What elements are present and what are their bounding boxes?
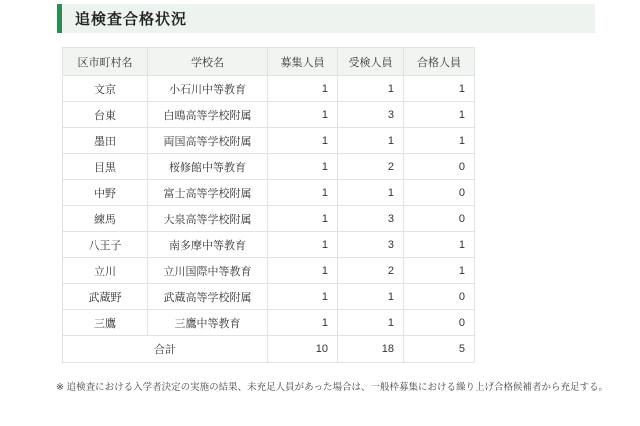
passed-cell: 0 xyxy=(404,310,475,336)
header-passed: 合格人員 xyxy=(404,48,475,76)
examined-cell: 3 xyxy=(338,102,404,128)
passed-cell: 0 xyxy=(404,180,475,206)
city-cell: 文京 xyxy=(63,76,148,102)
passed-cell: 1 xyxy=(404,128,475,154)
total-passed-cell: 5 xyxy=(404,336,475,363)
recruit-cell: 1 xyxy=(268,206,338,232)
school-cell: 立川国際中等教育 xyxy=(148,258,268,284)
recruit-cell: 1 xyxy=(268,258,338,284)
city-cell: 中野 xyxy=(63,180,148,206)
school-cell: 大泉高等学校附属 xyxy=(148,206,268,232)
city-cell: 武蔵野 xyxy=(63,284,148,310)
passed-cell: 1 xyxy=(404,258,475,284)
total-row xyxy=(63,336,475,363)
header-examined: 受検人員 xyxy=(338,48,404,76)
school-cell: 南多摩中等教育 xyxy=(148,232,268,258)
school-cell: 両国高等学校附属 xyxy=(148,128,268,154)
city-cell: 八王子 xyxy=(63,232,148,258)
total-recruit-cell: 10 xyxy=(268,336,338,363)
footnote: ※ 追検査における入学者決定の実施の結果、未充足人員があった場合は、一般枠募集における繰り上げ合格候補者から充足する。 xyxy=(56,382,609,393)
city-cell: 練馬 xyxy=(63,206,148,232)
examined-cell: 1 xyxy=(338,310,404,336)
total-label-cell: 合計 xyxy=(63,336,268,363)
table-row xyxy=(63,102,475,128)
school-cell: 桜修館中等教育 xyxy=(148,154,268,180)
header-recruit: 募集人員 xyxy=(268,48,338,76)
recruit-cell: 1 xyxy=(268,180,338,206)
table-row xyxy=(63,258,475,284)
school-cell: 武蔵高等学校附属 xyxy=(148,284,268,310)
school-cell: 富士高等学校附属 xyxy=(148,180,268,206)
passed-cell: 1 xyxy=(404,76,475,102)
city-cell: 立川 xyxy=(63,258,148,284)
table-row xyxy=(63,284,475,310)
school-cell: 白鴎高等学校附属 xyxy=(148,102,268,128)
examined-cell: 2 xyxy=(338,154,404,180)
table-row xyxy=(63,206,475,232)
results-table xyxy=(62,47,475,363)
examined-cell: 3 xyxy=(338,232,404,258)
recruit-cell: 1 xyxy=(268,310,338,336)
city-cell: 目黒 xyxy=(63,154,148,180)
passed-cell: 0 xyxy=(404,284,475,310)
results-table-container xyxy=(62,47,475,363)
examined-cell: 2 xyxy=(338,258,404,284)
header-city: 区市町村名 xyxy=(63,48,148,76)
school-cell: 三鷹中等教育 xyxy=(148,310,268,336)
recruit-cell: 1 xyxy=(268,154,338,180)
table-row xyxy=(63,154,475,180)
examined-cell: 1 xyxy=(338,284,404,310)
city-cell: 三鷹 xyxy=(63,310,148,336)
city-cell: 墨田 xyxy=(63,128,148,154)
examined-cell: 1 xyxy=(338,128,404,154)
recruit-cell: 1 xyxy=(268,102,338,128)
recruit-cell: 1 xyxy=(268,284,338,310)
recruit-cell: 1 xyxy=(268,76,338,102)
examined-cell: 1 xyxy=(338,180,404,206)
examined-cell: 1 xyxy=(338,76,404,102)
table-row xyxy=(63,128,475,154)
total-examined-cell: 18 xyxy=(338,336,404,363)
city-cell: 台東 xyxy=(63,102,148,128)
section-title-bar xyxy=(57,4,595,33)
table-row xyxy=(63,180,475,206)
header-school: 学校名 xyxy=(148,48,268,76)
examined-cell: 3 xyxy=(338,206,404,232)
table-row xyxy=(63,232,475,258)
table-row xyxy=(63,310,475,336)
passed-cell: 0 xyxy=(404,154,475,180)
passed-cell: 0 xyxy=(404,206,475,232)
recruit-cell: 1 xyxy=(268,128,338,154)
header-row xyxy=(63,48,475,76)
passed-cell: 1 xyxy=(404,232,475,258)
page-title: 追検査合格状況 xyxy=(75,11,188,28)
school-cell: 小石川中等教育 xyxy=(148,76,268,102)
recruit-cell: 1 xyxy=(268,232,338,258)
passed-cell: 1 xyxy=(404,102,475,128)
table-row xyxy=(63,76,475,102)
